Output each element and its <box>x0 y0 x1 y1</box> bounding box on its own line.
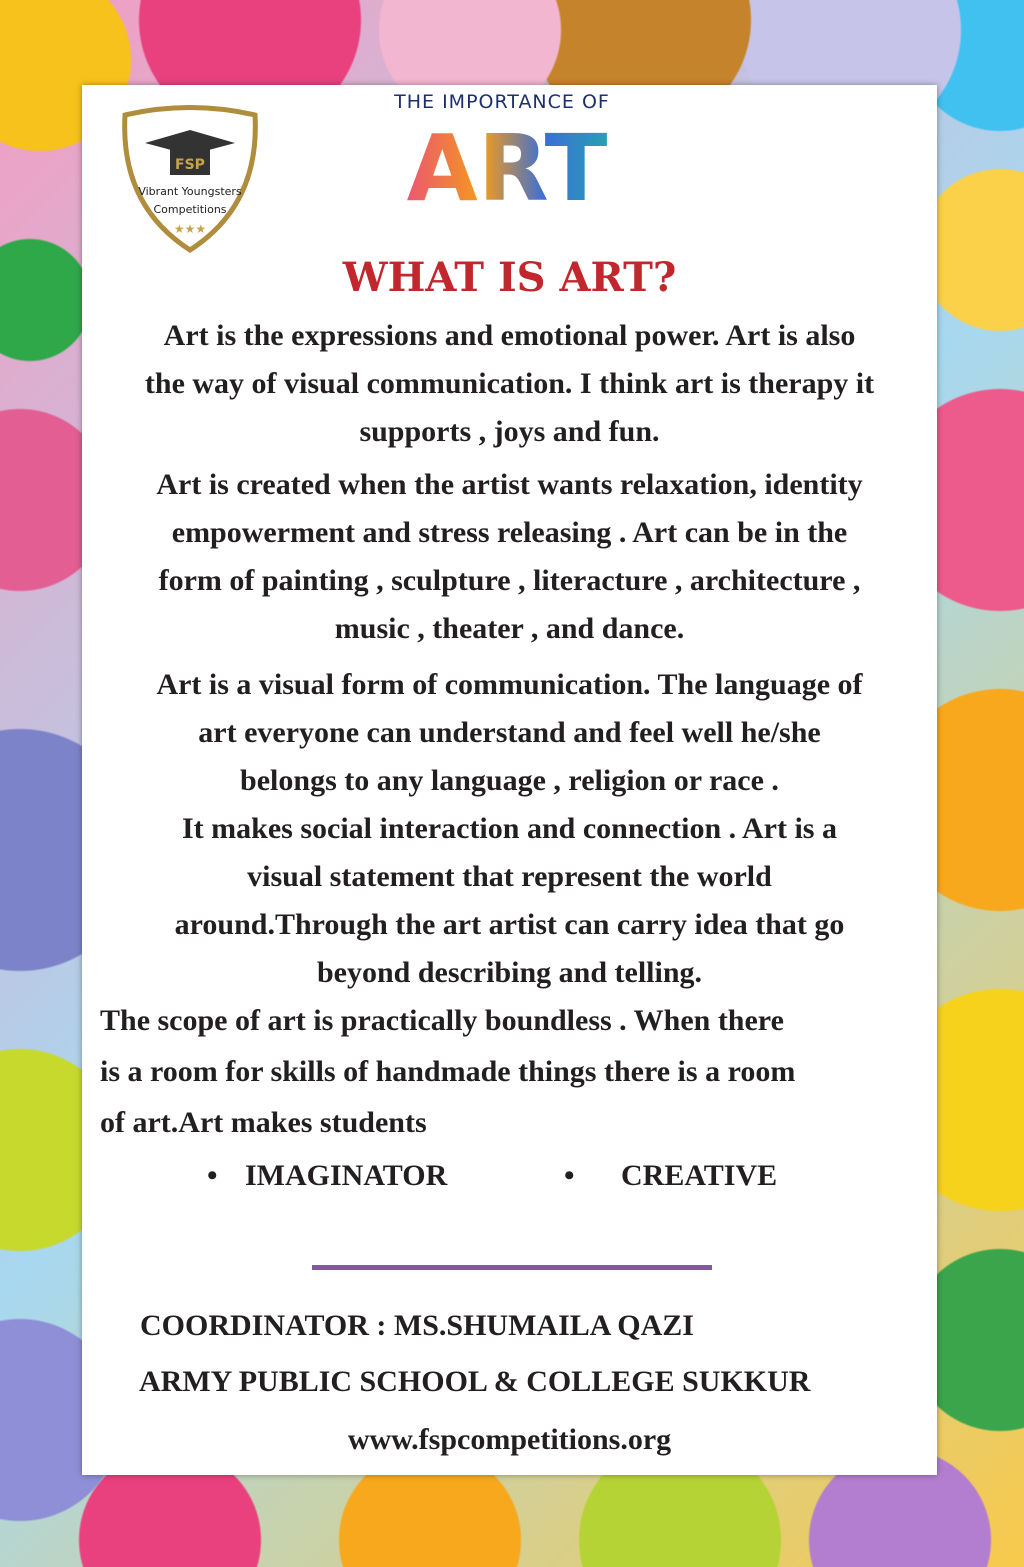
school-name: ARMY PUBLIC SCHOOL & COLLEGE SUKKUR <box>139 1365 811 1398</box>
text-line: empowerment and stress releasing . Art can be in the <box>171 516 848 549</box>
text-line: is a room for skills of handmade things there is a room <box>100 1055 796 1088</box>
bullet-dot-icon: • <box>564 1159 575 1192</box>
text-line: visual statement that represent the world <box>247 860 772 893</box>
svg-text:★★★: ★★★ <box>173 222 207 236</box>
text-line: art everyone can understand and feel well he/she <box>198 716 821 749</box>
text-line: belongs to any language , religion or race . <box>240 764 779 797</box>
text-line: of art.Art makes students <box>100 1106 427 1139</box>
page-title: WHAT IS ART? <box>342 254 677 301</box>
fsp-logo <box>120 105 260 253</box>
text-line: Art is created when the artist wants relaxation, identity <box>156 468 863 501</box>
poster-panel <box>82 85 937 1475</box>
text-line: The scope of art is practically boundless . When there <box>100 1004 784 1037</box>
header-kicker: THE IMPORTANCE OF <box>394 91 610 113</box>
svg-text:FSP: FSP <box>175 157 205 173</box>
website-link[interactable]: www.fspcompetitions.org <box>347 1423 672 1456</box>
divider <box>312 1265 712 1270</box>
svg-text:Competitions: Competitions <box>153 203 227 216</box>
text-line: form of painting , sculpture , literacture , architecture , <box>158 564 861 597</box>
bullet-dot-icon: • <box>207 1159 218 1192</box>
text-line: supports , joys and fun. <box>359 415 660 448</box>
svg-text:Vibrant Youngsters: Vibrant Youngsters <box>138 185 242 198</box>
text-line: around.Through the art artist can carry idea that go <box>174 908 845 941</box>
coordinator: COORDINATOR : MS.SHUMAILA QAZI <box>140 1309 694 1342</box>
art-graphic: ART <box>382 121 632 217</box>
text-line: music , theater , and dance. <box>334 612 685 645</box>
text-line: the way of visual communication. I think art is therapy it <box>144 367 875 400</box>
text-line: beyond describing and telling. <box>316 956 703 989</box>
text-line: Art is a visual form of communication. The language of <box>156 668 863 701</box>
bullet-item: IMAGINATOR <box>245 1159 448 1192</box>
text-line: It makes social interaction and connection . Art is a <box>182 812 837 845</box>
bullet-item: CREATIVE <box>621 1159 778 1192</box>
text-line: Art is the expressions and emotional power. Art is also <box>163 319 856 352</box>
